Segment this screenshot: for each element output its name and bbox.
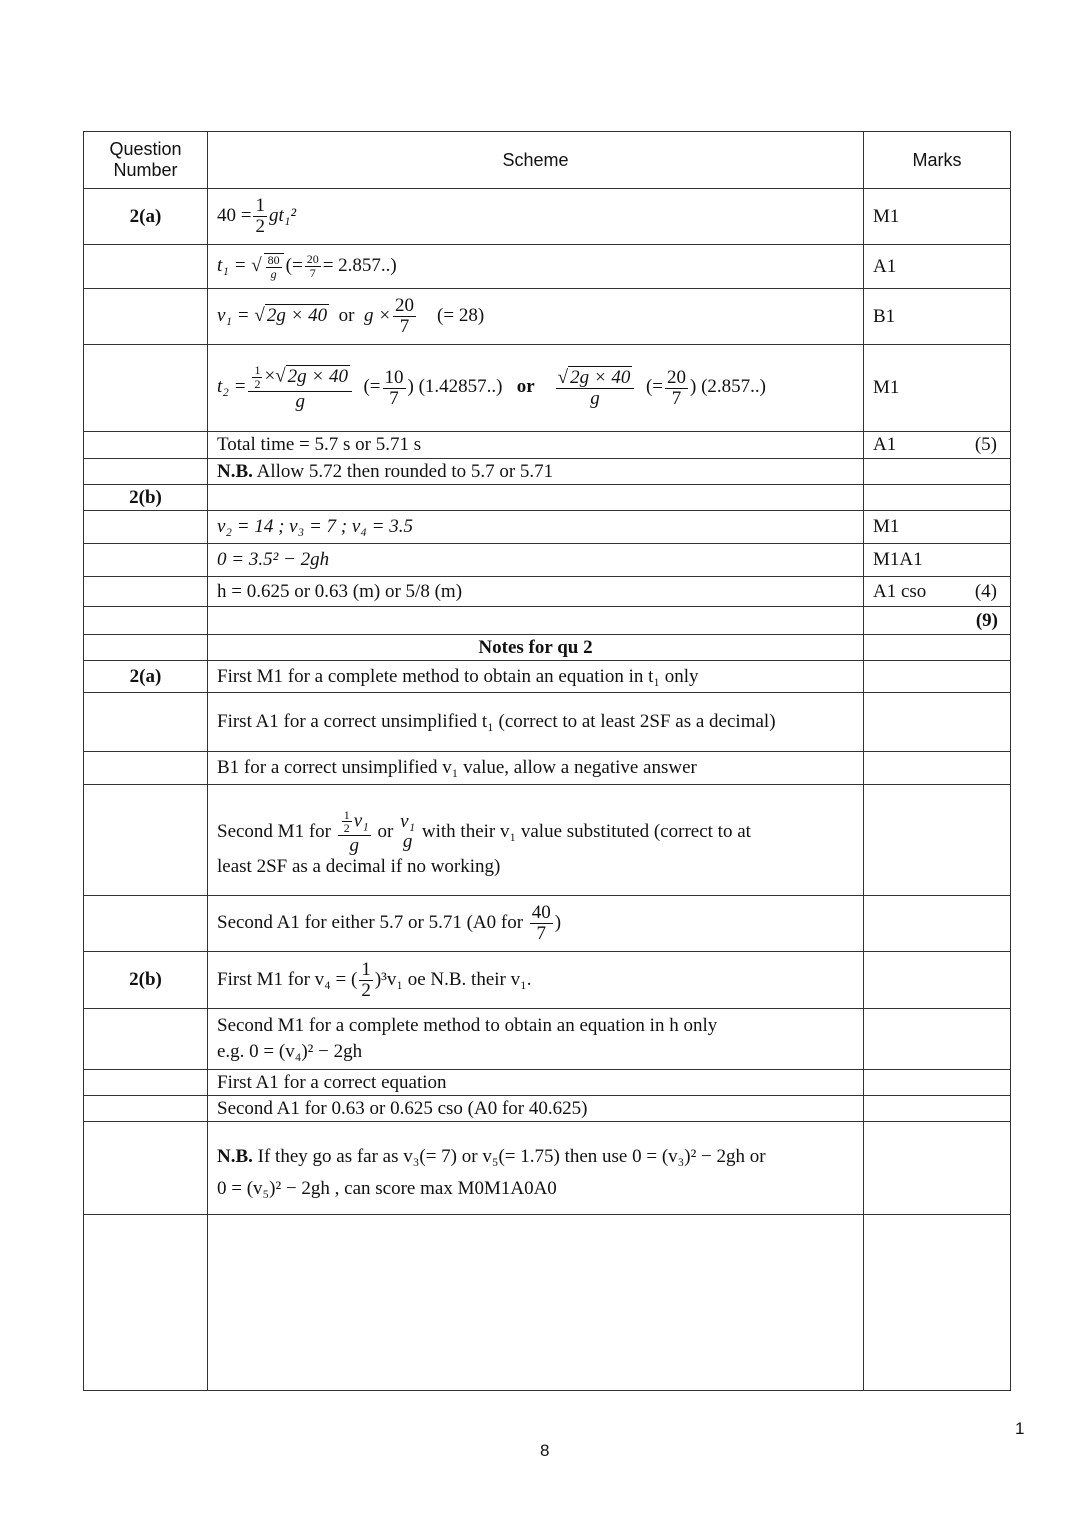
note: First M1 for v₄ = ( $\frac{1}{2}$ )³v₁ oe N.B. their v₁. xyxy=(208,952,864,1009)
note: Second M1 for a complete method to obtain an equation in h only e.g. 0 = (v₄)² − 2gh xyxy=(208,1009,864,1070)
math: 40 = xyxy=(217,204,252,226)
scheme-cell: Total time = 5.7 s or 5.71 s xyxy=(208,432,864,459)
scheme-cell: v₁ = √ 2g × 40 or g × $\frac{20}{7}$ (= 28) xyxy=(208,289,864,345)
scheme-cell: t₂ = $\frac{1}{2}$ ×√ 2g × 40 g (= $\frac{10}{7}$ ) (1.42857..) or $\frac{√ 2g \times 40}{g}$ (= $\frac{20}{7}$ ) (2.857..) xyxy=(208,345,864,432)
fraction: $\frac{80}{g}$ xyxy=(264,253,284,280)
marks-cell: A1 xyxy=(864,245,1011,289)
marks-cell: A1 cso (4) xyxy=(864,577,1011,607)
fraction: $\frac{1}{2}$ xyxy=(255,195,265,237)
question-number: 2(a) xyxy=(84,189,208,245)
page-number: 8 xyxy=(540,1441,550,1460)
mark-scheme-table xyxy=(83,131,1011,1391)
header-question: Question Number xyxy=(84,132,208,189)
note: First A1 for a correct unsimplified t₁ (correct to at least 2SF as a decimal) xyxy=(208,693,864,752)
scheme-cell: 0 = 3.5² − 2gh xyxy=(208,544,864,577)
note: First A1 for a correct equation xyxy=(208,1070,864,1096)
marks-cell: M1 xyxy=(864,189,1011,245)
note: First M1 for a complete method to obtain an equation in t₁ only xyxy=(208,661,864,693)
scheme-cell: N.B. Allow 5.72 then rounded to 5.7 or 5.71 xyxy=(208,459,864,485)
scheme-cell: t₁ = √ $\frac{80}{g}$ (= $\frac{20}{7}$ = 2.857..) xyxy=(208,245,864,289)
note: Second A1 for 0.63 or 0.625 cso (A0 for 40.625) xyxy=(208,1096,864,1122)
header-scheme: Scheme xyxy=(208,132,864,189)
note: B1 for a correct unsimplified v₁ value, allow a negative answer xyxy=(208,752,864,785)
question-number: 2(b) xyxy=(84,485,208,511)
scheme-cell: v₂ = 14 ; v₃ = 7 ; v₄ = 3.5 xyxy=(208,511,864,544)
question-number: 2(b) xyxy=(84,952,208,1009)
note: N.B. If they go as far as v₃(= 7) or v₅(= 1.75) then use 0 = (v₃)² − 2gh or 0 = (v₅)² − 2gh , can score max M0M1A0A0 xyxy=(208,1122,864,1215)
header-marks: Marks xyxy=(864,132,1011,189)
note: Second M1 for $\frac{1}{2}$ v₁ g or v₁ g with their v₁ value substituted (correct to at least 2SF as a decimal if no working) xyxy=(208,785,864,896)
question-number: 2(a) xyxy=(84,661,208,693)
marks-cell: B1 xyxy=(864,289,1011,345)
marks-cell: M1 xyxy=(864,345,1011,432)
marks-cell: (9) xyxy=(864,607,1011,635)
marks-cell: A1 (5) xyxy=(864,432,1011,459)
marks-cell: M1A1 xyxy=(864,544,1011,577)
note: Second A1 for either 5.7 or 5.71 (A0 for $\frac{40}{7}$ ) xyxy=(208,896,864,952)
page-number-right: 1 xyxy=(1015,1419,1025,1438)
scheme-cell xyxy=(208,189,864,245)
notes-title: Notes for qu 2 xyxy=(208,635,864,661)
scheme-cell: h = 0.625 or 0.63 (m) or 5/8 (m) xyxy=(208,577,864,607)
marks-cell: M1 xyxy=(864,511,1011,544)
math: gt₁² xyxy=(268,204,297,226)
